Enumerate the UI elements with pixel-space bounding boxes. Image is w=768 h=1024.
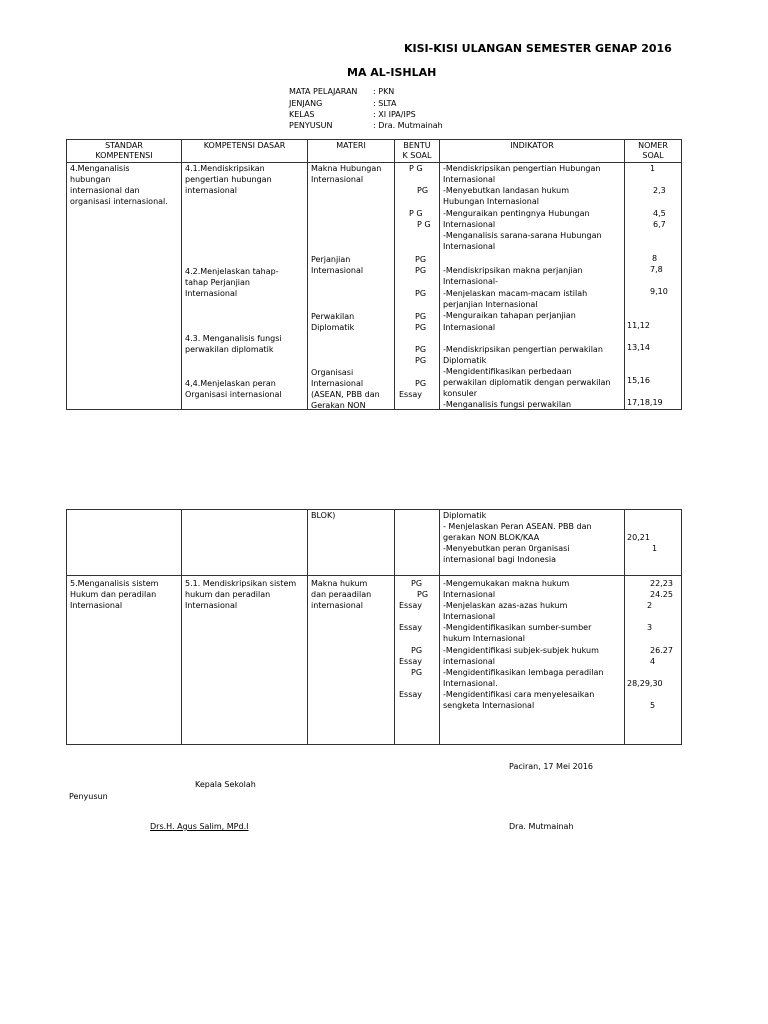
standar-line: Internasional — [70, 601, 123, 610]
info-value-kelas: : XI IPA/IPS — [373, 110, 416, 119]
indikator-line: -Mendiskripsikan pengertian Hubungan — [443, 164, 601, 173]
bentuk-value: PG — [417, 590, 429, 599]
kompetensi-line: 4,4.Menjelaskan peran — [185, 379, 276, 388]
cell-bentuk — [395, 576, 440, 745]
nomer-value: 9,10 — [650, 287, 668, 296]
indikator-line: - Menjelaskan Peran ASEAN. PBB dan — [443, 522, 592, 531]
cell-materi — [308, 163, 395, 410]
materi-line: Internasional — [311, 266, 364, 275]
cell-nomer — [625, 163, 682, 410]
indikator-line: -Mengidentifikasikan perbedaan — [443, 367, 572, 376]
indikator-line: Internasional — [443, 590, 496, 599]
kompetensi-line: perwakilan diplomatik — [185, 345, 274, 354]
nomer-value: 24.25 — [650, 590, 673, 599]
table-header-row — [67, 140, 682, 163]
kompetensi-line: hukum dan peradilan — [185, 590, 271, 599]
cell-bentuk — [395, 163, 440, 410]
cell-nomer — [625, 510, 682, 576]
header-standar-kompetensi — [67, 140, 182, 163]
school-name: MA AL-ISHLAH — [347, 66, 437, 79]
indikator-line: Internasional — [443, 220, 496, 229]
indikator-line: Internasional — [443, 175, 496, 184]
kisi-kisi-table-page-1 — [66, 139, 682, 410]
indikator-line: -Mengidentifikasi cara menyelesaikan — [443, 690, 595, 699]
cell-standar — [67, 510, 182, 576]
indikator-line: perjanjian Internasional — [443, 300, 538, 309]
cell-kompetensi — [182, 576, 308, 745]
nomer-value: 22,23 — [650, 579, 673, 588]
nomer-value: 5 — [650, 701, 656, 710]
kompetensi-line: 4.3. Menganalisis fungsi — [185, 334, 282, 343]
indikator-line: -Menguraikan tahapan perjanjian — [443, 311, 576, 320]
indikator-line: -Menyebutkan landasan hukum — [443, 186, 569, 195]
cell-indikator — [440, 510, 625, 576]
materi-line: internasional — [311, 601, 363, 610]
penyusun-label: Penyusun — [69, 792, 108, 801]
indikator-line: -Menguraikan pentingnya Hubungan — [443, 209, 590, 218]
indikator-line: konsuler — [443, 389, 477, 398]
indikator-line: -Mengidentifikasikan lembaga peradilan — [443, 668, 604, 677]
indikator-line: Diplomatik — [443, 511, 487, 520]
penyusun-name: Dra. Mutmainah — [509, 822, 574, 831]
materi-line: Diplomatik — [311, 323, 355, 332]
indikator-line: -Mengidentifikasi subjek-subjek hukum — [443, 646, 599, 655]
indikator-line: -Mendiskripsikan makna perjanjian — [443, 266, 583, 275]
kepala-sekolah-label: Kepala Sekolah — [195, 780, 256, 789]
materi-line: (ASEAN, PBB dan — [311, 390, 380, 399]
nomer-value: 13,14 — [627, 343, 650, 352]
standar-line: Hukum dan peradilan — [70, 590, 157, 599]
indikator-line: internasional — [443, 657, 495, 666]
nomer-value: 11,12 — [627, 321, 650, 330]
indikator-line: Internasional. — [443, 679, 498, 688]
materi-line: Makna hukum — [311, 579, 368, 588]
bentuk-value: PG — [415, 323, 427, 332]
indikator-line: sengketa Internasional — [443, 701, 535, 710]
indikator-line: Diplomatik — [443, 356, 487, 365]
materi-line: dan peraadilan — [311, 590, 372, 599]
header-bentuk-line: BENTU — [403, 141, 431, 150]
bentuk-value: Essay — [399, 601, 423, 610]
indikator-line: perwakilan diplomatik dengan perwakilan — [443, 378, 611, 387]
indikator-line: -Menyebutkan peran 0rganisasi — [443, 544, 570, 553]
kisi-kisi-table-page-2 — [66, 509, 682, 745]
nomer-value: 2 — [647, 601, 653, 610]
indikator-line: -Menjelaskan azas-azas hukum — [443, 601, 568, 610]
header-standar-line: STANDAR — [105, 141, 143, 150]
header-nomer-line: NOMER — [638, 141, 668, 150]
bentuk-value: P G — [409, 209, 423, 218]
kompetensi-line: 5.1. Mendiskripsikan sistem — [185, 579, 297, 588]
cell-standar — [67, 163, 182, 410]
table-row — [67, 576, 682, 745]
bentuk-value: Essay — [399, 657, 423, 666]
bentuk-value: PG — [411, 646, 423, 655]
bentuk-value: PG — [417, 186, 429, 195]
kompetensi-line: 4.1.Mendiskripsikan — [185, 164, 265, 173]
header-bentuk-soal — [395, 140, 440, 163]
bentuk-value: PG — [415, 345, 427, 354]
indikator-line: -Menjelaskan macam-macam istilah — [443, 289, 588, 298]
standar-line: organisasi internasional. — [70, 197, 168, 206]
indikator-line: gerakan NON BLOK/KAA — [443, 533, 540, 542]
materi-line: Organisasi — [311, 368, 354, 377]
nomer-value: 17,18,19 — [627, 398, 663, 407]
indikator-line: -Menganalisis sarana-sarana Hubungan — [443, 231, 602, 240]
bentuk-value: PG — [411, 668, 423, 677]
nomer-value: 20,21 — [627, 533, 650, 542]
nomer-value: 26.27 — [650, 646, 673, 655]
place-date: Paciran, 17 Mei 2016 — [509, 762, 594, 771]
bentuk-value: PG — [415, 356, 427, 365]
nomer-value: 1 — [652, 544, 658, 553]
standar-line: internasional dan — [70, 186, 140, 195]
standar-line: 4.Menganalisis — [70, 164, 130, 173]
materi-line: Perwakilan — [311, 312, 355, 321]
bentuk-value: PG — [415, 266, 427, 275]
cell-materi — [308, 576, 395, 745]
bentuk-value: P G — [417, 220, 431, 229]
cell-bentuk — [395, 510, 440, 576]
indikator-line: internasional bagi Indonesia — [443, 555, 557, 564]
bentuk-value: PG — [411, 579, 423, 588]
header-standar-line: KOMPENTENSI — [95, 151, 153, 160]
info-label-mata-pelajaran: MATA PELAJARAN — [289, 87, 358, 96]
indikator-line: -Mengidentifikasikan sumber-sumber — [443, 623, 592, 632]
nomer-value: 3 — [647, 623, 653, 632]
bentuk-value: PG — [415, 312, 427, 321]
header-nomer-soal — [625, 140, 682, 163]
header-kompetensi-dasar: KOMPETENSI DASAR — [182, 140, 308, 163]
materi-line: Perjanjian — [311, 255, 351, 264]
kompetensi-line: tahap Perjanjian — [185, 278, 250, 287]
bentuk-value: PG — [415, 289, 427, 298]
info-value-mata-pelajaran: : PKN — [373, 87, 395, 96]
info-value-jenjang: : SLTA — [373, 99, 397, 108]
indikator-line: -Menganalisis fungsi perwakilan — [443, 400, 572, 409]
info-value-penyusun: : Dra. Mutmainah — [373, 121, 443, 130]
nomer-value: 8 — [652, 254, 658, 263]
table-row — [67, 163, 682, 410]
materi-line: Gerakan NON — [311, 401, 366, 410]
indikator-line: Internasional- — [443, 277, 498, 286]
info-label-penyusun: PENYUSUN — [289, 121, 333, 130]
materi-line: Internasional — [311, 175, 364, 184]
cell-indikator — [440, 163, 625, 410]
materi-line: BLOK) — [311, 511, 336, 520]
info-label-jenjang: JENJANG — [289, 99, 323, 108]
nomer-value: 15,16 — [627, 376, 650, 385]
header-indikator: INDIKATOR — [440, 140, 625, 163]
kompetensi-line: 4.2.Menjelaskan tahap- — [185, 267, 279, 276]
kepala-sekolah-name: Drs.H. Agus Salim, MPd.I — [150, 822, 249, 831]
bentuk-value: Essay — [399, 390, 423, 399]
standar-line: hubungan — [70, 175, 111, 184]
kompetensi-line: Organisasi internasional — [185, 390, 282, 399]
materi-line: Internasional — [311, 379, 364, 388]
indikator-line: -Mengemukakan makna hukum — [443, 579, 570, 588]
nomer-value: 28,29,30 — [627, 679, 663, 688]
nomer-value: 2,3 — [653, 186, 666, 195]
header-nomer-line: SOAL — [642, 151, 664, 160]
indikator-line: hukum Internasional — [443, 634, 526, 643]
kompetensi-line: Internasional — [185, 289, 238, 298]
nomer-value: 6,7 — [653, 220, 666, 229]
nomer-value: 4 — [650, 657, 656, 666]
nomer-value: 1 — [650, 164, 656, 173]
kompetensi-line: Internasional — [185, 601, 238, 610]
info-label-kelas: KELAS — [289, 110, 315, 119]
bentuk-value: P G — [409, 164, 423, 173]
nomer-value: 4,5 — [653, 209, 666, 218]
kompetensi-line: internasional — [185, 186, 237, 195]
bentuk-value: Essay — [399, 690, 423, 699]
cell-materi — [308, 510, 395, 576]
bentuk-value: PG — [415, 255, 427, 264]
header-materi: MATERI — [308, 140, 395, 163]
indikator-line: Hubungan Internasional — [443, 197, 539, 206]
cell-nomer — [625, 576, 682, 745]
cell-standar — [67, 576, 182, 745]
header-bentuk-line: K SOAL — [402, 151, 432, 160]
indikator-line: Internasional — [443, 242, 496, 251]
table-row — [67, 510, 682, 576]
indikator-line: Internasional — [443, 612, 496, 621]
cell-kompetensi — [182, 510, 308, 576]
kompetensi-line: pengertian hubungan — [185, 175, 272, 184]
bentuk-value: Essay — [399, 623, 423, 632]
standar-line: 5.Menganalisis sistem — [70, 579, 159, 588]
bentuk-value: PG — [415, 379, 427, 388]
cell-kompetensi — [182, 163, 308, 410]
document-title: KISI-KISI ULANGAN SEMESTER GENAP 2016 — [404, 42, 672, 55]
nomer-value: 7,8 — [650, 265, 663, 274]
materi-line: Makna Hubungan — [311, 164, 382, 173]
indikator-line: Internasional — [443, 323, 496, 332]
cell-indikator — [440, 576, 625, 745]
indikator-line: -Mendiskripsikan pengertian perwakilan — [443, 345, 603, 354]
